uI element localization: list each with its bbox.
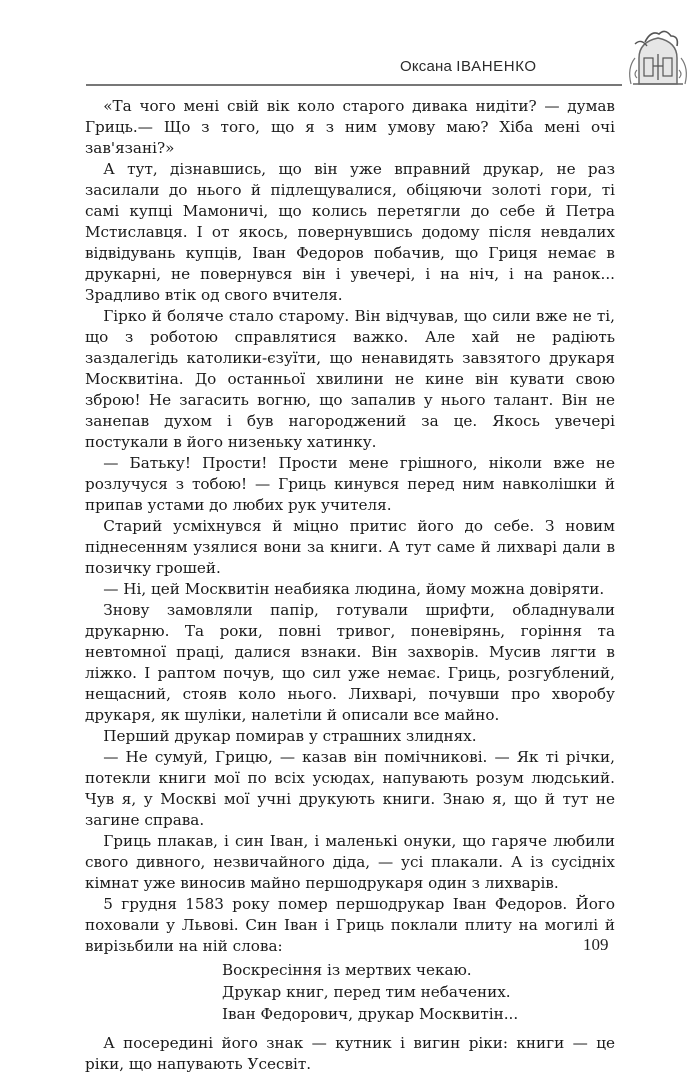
paragraph-1: «Та чого мені свій вік коло старого дивака нидіти? — думав Гриць.— Що з того, що я з ним умову маю? Хіба мені очі зав'язані?» (85, 97, 615, 157)
paragraph-4: — Батьку! Прости! Прости мене грішного, ніколи вже не розлучуся з тобою! — Гриць кинувся перед ним навколішки й припав устами до любих рук учителя. (85, 454, 615, 514)
poem-line-1: Воскресіння із мертвих чекаю. (222, 961, 472, 979)
paragraph-6: — Ні, цей Москвитін неабияка людина, йому можна довіряти. (103, 580, 605, 598)
author-last-name: ІВАНЕНКО (456, 58, 537, 75)
header-divider (86, 84, 622, 86)
paragraph-8: Перший друкар помирав у страшних злиднях. (103, 727, 477, 745)
author-first-name: Оксана (400, 58, 453, 75)
paragraph-7: Знову замовляли папір, готували шрифти, обладнували друкарню. Та роки, повні тривог, поневірянь, горіння та невтомної праці, далися взнаки. Він захворів. Мусив лягти в ліжко. І раптом почув, що сил уже немає. Гриць, розгублений, нещасний, стояв коло нього. Лихварі, почувши про хворобу друкаря, як шуліки, налетіли й описали все майно. (85, 601, 615, 724)
running-header (400, 58, 620, 78)
paragraph-3: Гірко й боляче стало старому. Він відчував, що сили вже не ті, що з роботою справлятися важко. Але хай не радіють заздалегідь католики-єзуїти, що ненавидять завзятого друкаря Москвитіна. До останньої хвилини не кине він кувати свою зброю! Не загасить вогню, що запалив у нього талант. Він не занепав духом і був нагороджений за це. Якось увечері постукали в його низеньку хатинку. (85, 307, 615, 451)
page-body (85, 96, 615, 1075)
decorative-emblem-icon (625, 28, 691, 88)
paragraph-10: Гриць плакав, і син Іван, і маленькі онуки, що гаряче любили свого дивного, незвичайного діда, — усі плакали. А із сусідніх кімнат уже виносив майно першодрукаря один з лихварів. (85, 832, 615, 892)
epitaph-poem (222, 959, 615, 1025)
paragraph-5: Старий усміхнувся й міцно притис його до себе. З новим піднесенням узялися вони за книги. А тут саме й лихварі дали в позичку грошей. (85, 517, 615, 577)
poem-line-3: Іван Федорович, друкар Москвитін... (222, 1005, 519, 1023)
paragraph-9: — Не сумуй, Грицю, — казав він помічникові. — Як ті річки, потекли книги мої по всіх усюдах, напувають розум людський. Чув я, у Москві мої учні друкують книги. Знаю я, що й тут не загине справа. (85, 748, 615, 829)
closing-paragraph: А посередині його знак — кутник і вигин ріки: книги — це ріки, що напувають Усесвіт. (85, 1034, 615, 1073)
page-number: 109 (583, 935, 609, 954)
paragraph-11: 5 грудня 1583 року помер першодрукар Іван Федоров. Його поховали у Львові. Син Іван і Гриць поклали плиту на могилі й вирізьбили на ній слова: (85, 895, 615, 955)
poem-line-2: Друкар книг, перед тим небачених. (222, 983, 511, 1001)
paragraph-2: А тут, дізнавшись, що він уже вправний друкар, не раз засилали до нього й підлещувалися, обіцяючи золоті гори, ті самі купці Мамоничі, що колись перетягли до себе й Петра Мстиславця. І от якось, повернувшись додому після невдалих відвідувань купців, Іван Федоров побачив, що Гриця немає в друкарні, не повернувся він і увечері, і на ніч, і на ранок... Зрадливо втік од свого вчителя. (85, 160, 615, 304)
